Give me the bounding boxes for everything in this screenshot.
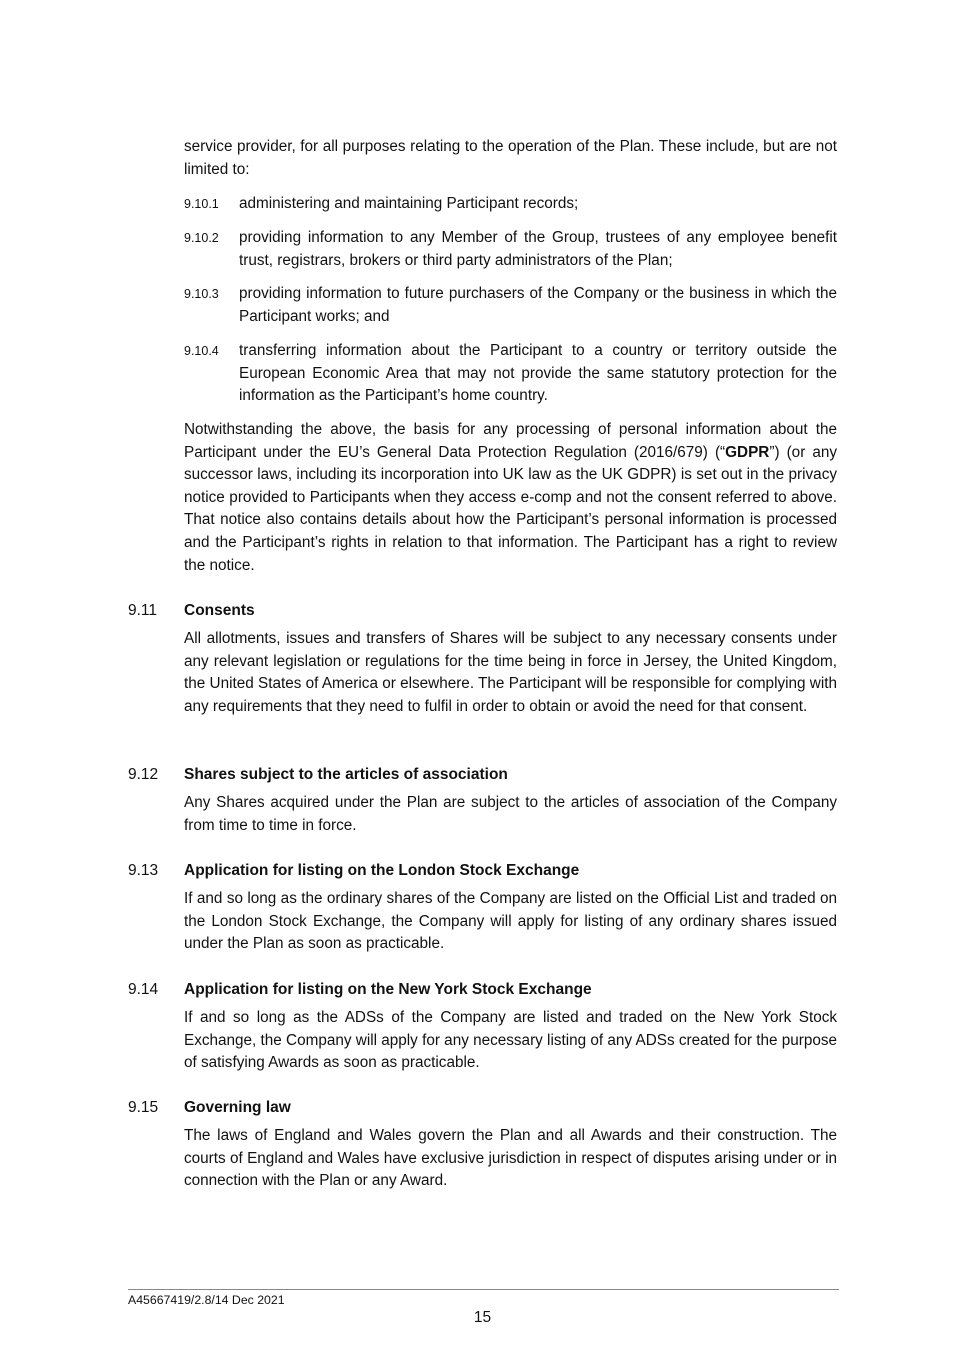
gdpr-paragraph — [184, 419, 837, 577]
section-number: 9.11 — [128, 602, 158, 619]
section-body: If and so long as the ordinary shares of the Company are listed on the Official List and traded on the London Stock Exchange, the Company will apply for listing of any ordinary shares issued under the Plan as soon as practicable. — [184, 890, 837, 953]
document-reference: A45667419/2.8/14 Dec 2021 — [128, 1293, 285, 1307]
section-heading: Application for listing on the London Stock Exchange — [184, 862, 580, 879]
section-heading: Shares subject to the articles of association — [184, 766, 508, 783]
footer-divider — [128, 1289, 839, 1290]
subclause-text: administering and maintaining Participant records; — [239, 195, 579, 212]
section-body: All allotments, issues and transfers of Shares will be subject to any necessary consents under any relevant legislation or regulations for the time being in force in Jersey, the United Kingdom, the United States of America or elsewhere. The Participant will be responsible for complying with any requirements that they need to fulfil in order to obtain or avoid the need for that consent. — [184, 630, 837, 715]
section-number: 9.12 — [128, 766, 159, 783]
section-number: 9.14 — [128, 981, 159, 998]
section-body: Any Shares acquired under the Plan are subject to the articles of association of the Company from time to time in force. — [184, 794, 837, 834]
section-heading: Consents — [184, 602, 255, 619]
subclause-text: transferring information about the Participant to a country or territory outside the European Economic Area that may not provide the same statutory protection for the information as the Participant’s home country. — [239, 342, 837, 405]
section-number: 9.13 — [128, 862, 159, 879]
subclause-number: 9.10.1 — [184, 197, 219, 211]
subclause-text: providing information to any Member of the Group, trustees of any employee benefit trust, registrars, brokers or third party administrators of the Plan; — [239, 229, 837, 269]
section-heading: Application for listing on the New York Stock Exchange — [184, 981, 592, 998]
page-number: 15 — [473, 1309, 492, 1326]
section-heading: Governing law — [184, 1099, 291, 1116]
section-body: If and so long as the ADSs of the Company are listed and traded on the New York Stock Exchange, the Company will apply for any necessary listing of any ADSs created for the purpose of satisfying Awards as soon as practicable. — [184, 1009, 838, 1072]
gdpr-text-after: ”) (or any successor laws, including its incorporation into UK law as the UK GDPR) is set out in the privacy notice provided to Participants when they access e-comp and not the consent referred to above. That notice also contains details about how the Participant’s personal information is processed and the Participant’s rights in relation to that information. The Participant has a right to review the notice. — [184, 443, 838, 574]
subclause-number: 9.10.4 — [184, 344, 219, 358]
subclause-number: 9.10.3 — [184, 287, 219, 301]
gdpr-text-before: Notwithstanding the above, the basis for any processing of personal information about the Participant under the EU’s General Data Protection Regulation (2016/679) (“ — [184, 421, 837, 461]
gdpr-defined-term: GDPR — [725, 443, 770, 461]
subclause-number: 9.10.2 — [184, 231, 219, 245]
intro-paragraph: service provider, for all purposes relating to the operation of the Plan. These include, but are not limited to: — [184, 138, 837, 178]
section-number: 9.15 — [128, 1099, 159, 1116]
section-body: The laws of England and Wales govern the Plan and all Awards and their construction. The courts of England and Wales have exclusive jurisdiction in respect of disputes arising under or in connection with the Plan or any Award. — [184, 1127, 837, 1190]
subclause-text: providing information to future purchasers of the Company or the business in which the Participant works; and — [239, 285, 837, 325]
